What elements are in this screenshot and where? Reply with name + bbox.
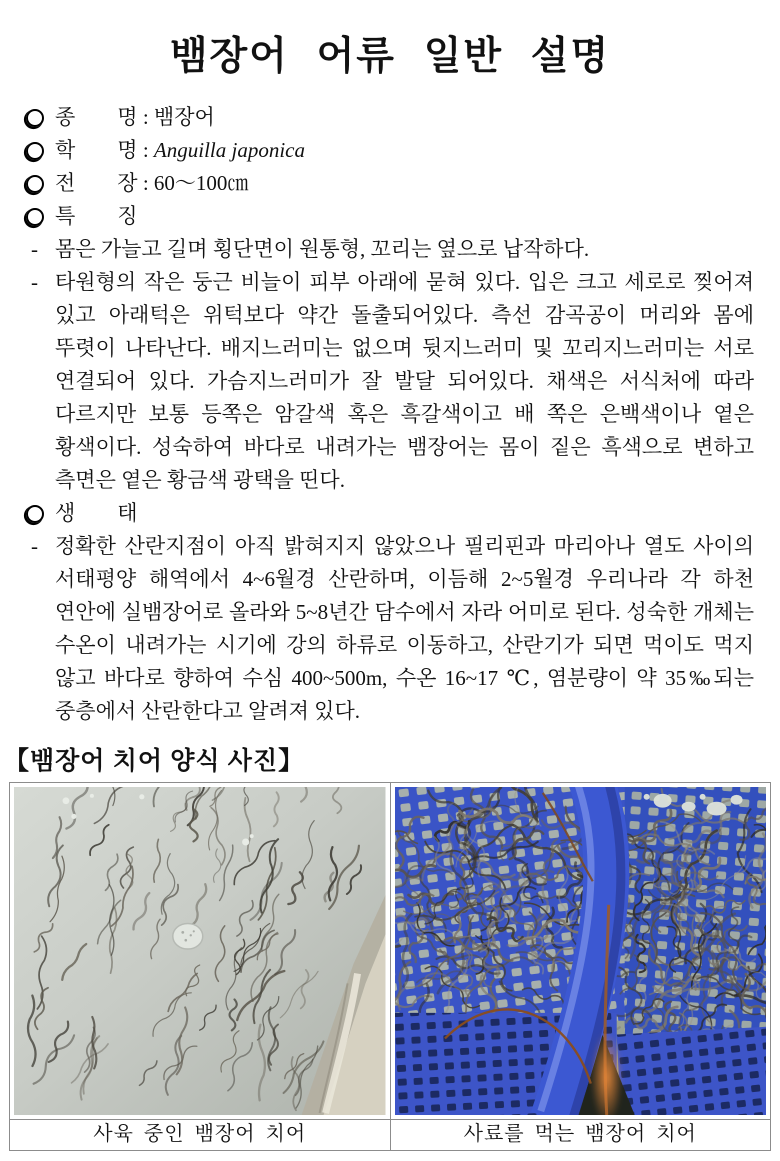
caption-left: 사육 중인 뱀장어 치어 [93,1122,307,1145]
dash-bullet: - [31,533,38,558]
ecology-item-1 [24,530,754,728]
list-item-total-length [24,167,754,200]
dash-bullet: - [31,236,38,261]
list-item-species-name [24,101,754,134]
photo-cell-left [10,783,390,1119]
features-label-text: 특 징 [55,203,138,228]
photo-cell-right [390,783,771,1119]
total-length-text: 전 장 : 60〜100㎝ [55,170,249,195]
feature-item-1 [24,233,754,266]
scientific-name-label: 학 명 : [55,137,154,162]
section-label-ecology [24,497,754,530]
eel-fry-tank-photo [14,787,386,1115]
circle-bullet-icon [24,101,52,137]
circle-bullet-icon [24,497,52,533]
circle-bullet-icon [24,167,52,203]
circle-bullet-icon [24,200,52,236]
feature-item-1-text: 몸은 가늘고 길며 횡단면이 원통형, 꼬리는 옆으로 납작하다. [55,236,590,261]
feature-item-2 [24,266,754,497]
page-title: 뱀장어 어류 일반 설명 [169,35,611,78]
right-basket-bottom [616,1026,766,1114]
eel-feeding-basket-photo [395,787,767,1115]
photo-table [9,782,771,1151]
section-label-features [24,200,754,233]
ecology-item-1-text: 정확한 산란지점이 아직 밝혀지지 않았으나 필리핀과 마리아나 열도 사이의 서태평양 해역에서 4~6월경 산란하며, 이듬해 2~5월경 우리나라 각 하천 연안에 실뱀장어로 올라와 5~8년간 담수에서 자라 어미로 된다. 성숙한 개체는 수온이 내려가는 시기에 강의 하류로 이동하고, 산란기가 되면 먹이도 먹지 않고 바다로 향하여 수심 400~500m, 수온 16~17 ℃, 염분량이 약 35‰되는 중층에서 산란한다고 알려져 있다. [55,533,754,723]
photo-row [10,783,770,1119]
list-item-scientific-name [24,134,754,167]
ecology-label-text: 생 태 [55,500,138,525]
feature-item-2-text: 타원형의 작은 둥근 비늘이 피부 아래에 묻혀 있다. 입은 크고 세로로 찢어져 있고 아래턱은 위턱보다 약간 돌출되어있다. 측선 감곡공이 머리와 몸에 뚜렷이 나타난다. 배지느러미는 없으며 뒷지느러미 및 꼬리지느러미는 서로 연결되어 있다. 가슴지느러미가 잘 발달 되어있다. 채색은 서식처에 따라 다르지만 보통 등쪽은 암갈색 혹은 흑갈색이고 배 쪽은 은백색이나 옅은 황색이다. 성숙하여 바다로 내려가는 뱀장어는 몸이 짙은 흑색으로 변하고 측면은 옅은 황금색 광택을 띤다. [55,269,754,492]
species-name-text: 종 명 : 뱀장어 [55,104,215,129]
document-page [0,34,780,1161]
document-body [0,101,780,728]
scientific-name-italic: Anguilla japonica [153,137,305,162]
photo-section-heading: 【뱀장어 치어 양식 사진】 [4,747,305,775]
dash-bullet: - [31,269,38,294]
circle-bullet-icon [24,134,52,170]
caption-right: 사료를 먹는 뱀장어 치어 [390,1120,771,1150]
foam-bubble [173,923,203,949]
caption-row [10,1119,770,1150]
